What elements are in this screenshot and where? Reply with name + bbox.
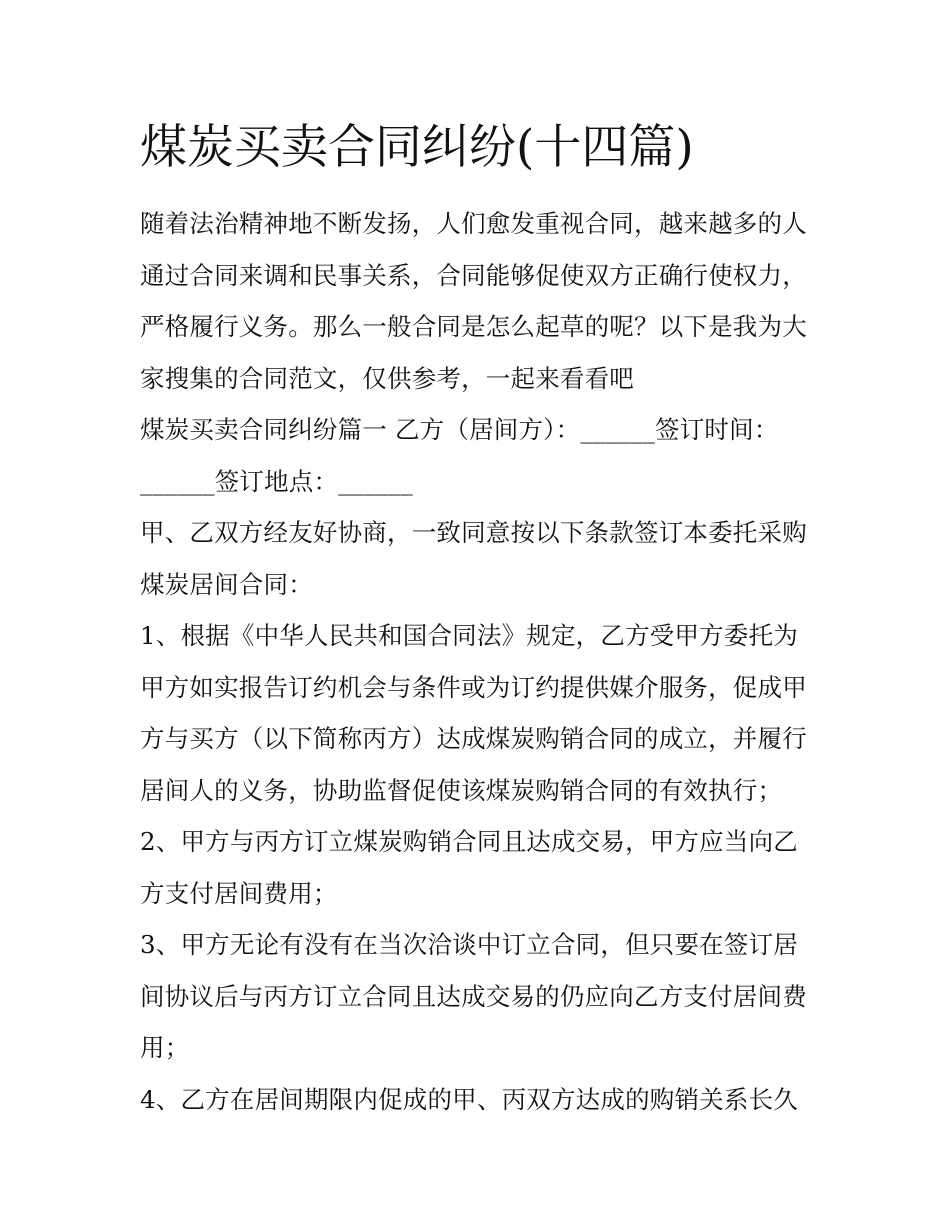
paragraph-intro: 随着法治精神地不断发扬，人们愈发重视合同，越来越多的人通过合同来调和民事关系，合同能够促使双方正确行使权力，严格履行义务。那么一般合同是怎么起草的呢？以下是我为大家搜集的合同范文，仅供参考，一起来看看吧 [140, 209, 807, 393]
paragraph-contract-header: 煤炭买卖合同纠纷篇一 乙方（居间方）：______签订时间：______签订地点：______ [140, 415, 779, 496]
paragraph-clause-2: 2、甲方与丙方订立煤炭购销合同且达成交易，甲方应当向乙方支付居间费用； [140, 827, 798, 908]
document-title: 煤炭买卖合同纠纷(十四篇) [140, 120, 694, 175]
paragraph-clause-3: 3、甲方无论有没有在当次洽谈中订立合同，但只要在签订居间协议后与丙方订立合同且达成交易的仍应向乙方支付居间费用； [140, 930, 807, 1062]
paragraph-clause-4: 4、乙方在居间期限内促成的甲、丙双方达成的购销关系长久 [140, 1084, 798, 1114]
paragraph-clause-1: 1、根据《中华人民共和国合同法》规定，乙方受甲方委托为甲方如实报告订约机会与条件或为订约提供媒介服务，促成甲方与买方（以下简称丙方）达成煤炭购销合同的成立，并履行居间人的义务，协助监督促使该煤炭购销合同的有效执行； [140, 621, 807, 805]
document-body [140, 112, 820, 1125]
paragraph-agreement: 甲、乙双方经友好协商，一致同意按以下条款签订本委托采购煤炭居间合同： [140, 518, 807, 599]
